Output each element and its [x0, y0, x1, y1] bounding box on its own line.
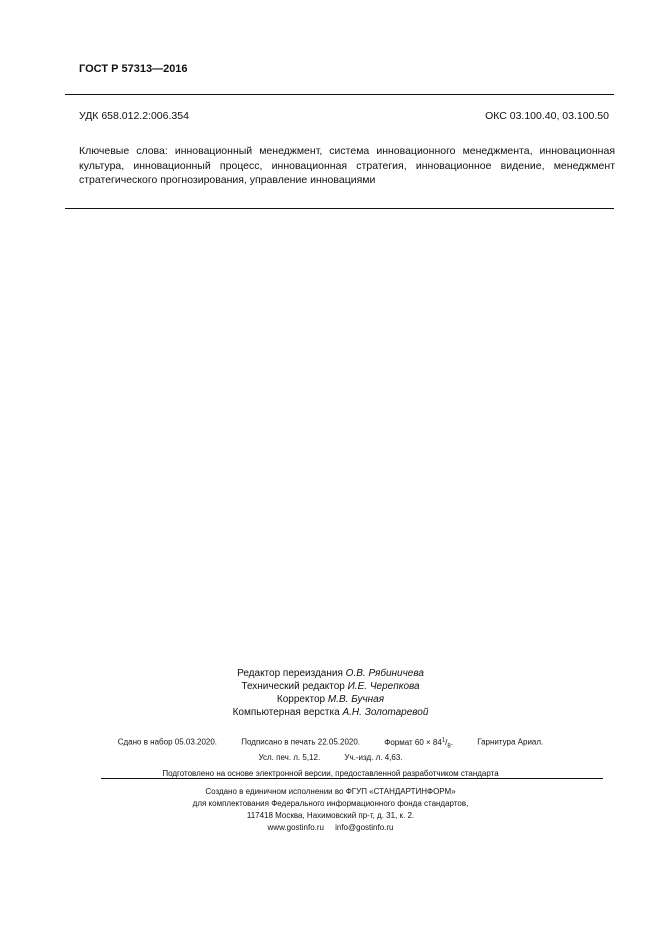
imprint-row-1 [0, 734, 661, 752]
credit-editor [0, 667, 661, 680]
keywords-line: стратегического прогнозирования, управление инновациями [79, 174, 376, 186]
udk-code: УДК 658.012.2:006.354 [79, 110, 189, 122]
publisher-contacts [0, 822, 661, 834]
credit-tech-editor [0, 680, 661, 693]
credit-layout [0, 706, 661, 719]
keywords-divider [65, 208, 614, 209]
credit-label: Корректор [276, 694, 326, 705]
imprint-row-2 [0, 752, 661, 764]
credit-name: М.В. Бучная [327, 694, 385, 705]
credit-label: Компьютерная верстка [232, 707, 340, 718]
publisher-line: Создано в единичном исполнении во ФГУП «СТАНДАРТИНФОРМ» [205, 787, 456, 796]
publisher-block [0, 786, 661, 834]
credit-proofreader [0, 693, 661, 706]
top-divider [65, 94, 614, 95]
font-info: Гарнитура Ариал. [477, 737, 544, 747]
submitted-date: Сдано в набор 05.03.2020. [117, 737, 218, 747]
footer-divider [101, 778, 603, 779]
credit-name: О.В. Рябиничева [345, 668, 424, 679]
pub-sheets: Уч.-изд. л. 4,63. [344, 753, 403, 763]
publisher-line: для комплектования Федерального информационного фонда стандартов, [192, 799, 469, 808]
prepared-note: Подготовлено на основе электронной версии, предоставленной разработчиком стандарта [162, 769, 499, 779]
credits-block [0, 667, 661, 719]
credit-label: Редактор переиздания [237, 668, 343, 679]
credit-name: А.Н. Золотаревой [342, 707, 429, 718]
paper-format: Формат $60 \times 84^1/_8$. [384, 737, 453, 750]
publisher-address: 117418 Москва, Нахимовский пр-т, д. 31, к. 2. [246, 811, 415, 820]
keywords-block [79, 144, 615, 188]
imprint-block [0, 734, 661, 780]
credit-name: И.Е. Черепкова [347, 681, 420, 692]
standard-id: ГОСТ Р 57313—2016 [79, 63, 188, 75]
signed-date: Подписано в печать 22.05.2020. [241, 737, 361, 747]
credit-label: Технический редактор [241, 681, 345, 692]
keywords-line: культура, инновационный процесс, инновационная стратегия, инновационное видение, менеджмент [79, 159, 615, 172]
oks-code: ОКС 03.100.40, 03.100.50 [485, 110, 609, 122]
website-link[interactable]: www.gostinfo.ru [267, 823, 324, 832]
email-link[interactable]: info@gostinfo.ru [335, 823, 394, 832]
print-sheets: Усл. печ. л. 5,12. [258, 753, 321, 763]
keywords-line: Ключевые слова: инновационный менеджмент, система инновационного менеджмента, инновационная [79, 145, 615, 157]
